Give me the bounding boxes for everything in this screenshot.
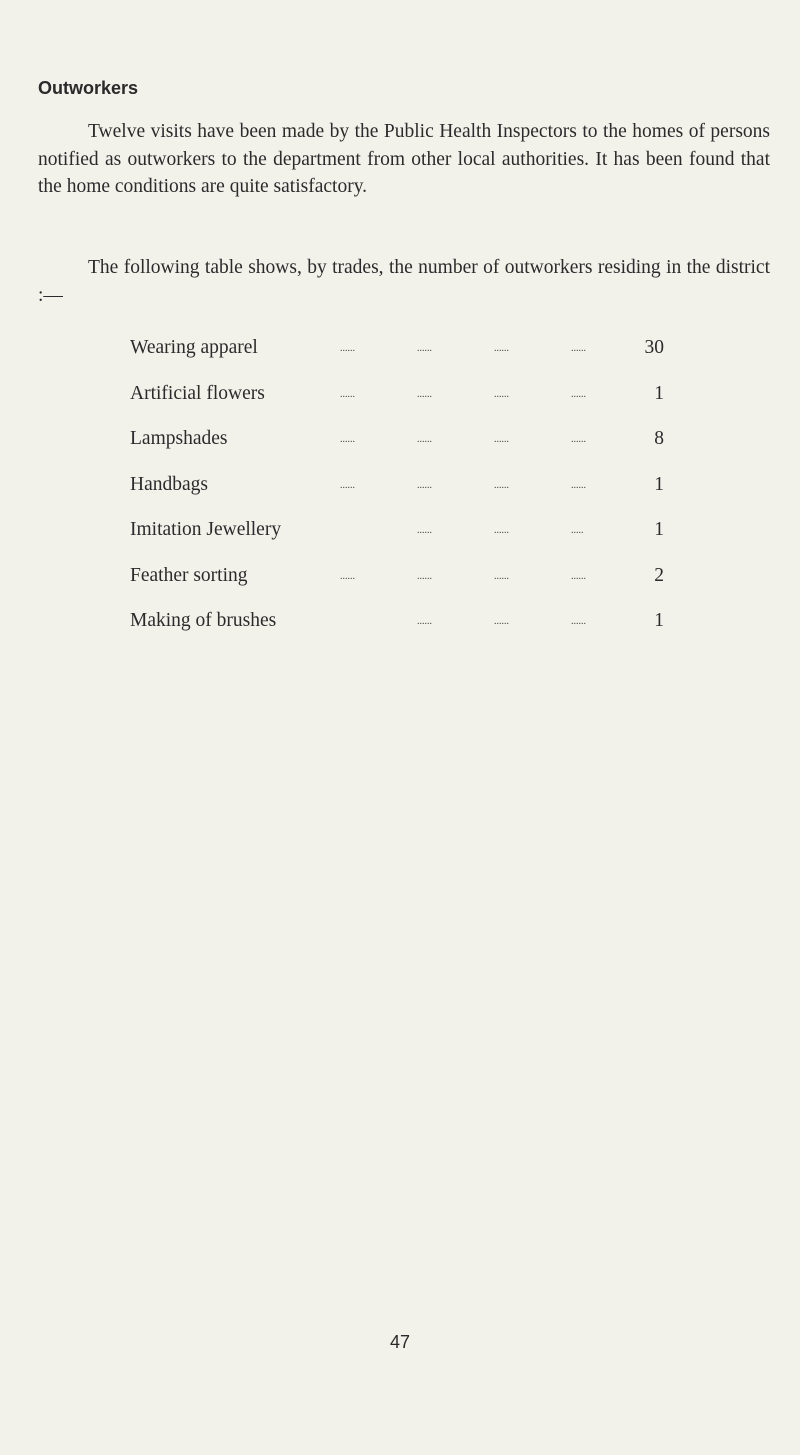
table-row bbox=[130, 519, 690, 565]
trade-count: 1 bbox=[654, 382, 664, 404]
table-row bbox=[130, 474, 690, 520]
table-row bbox=[130, 428, 690, 474]
trade-count: 30 bbox=[644, 337, 664, 358]
trade-count: 8 bbox=[654, 428, 664, 449]
trade-label: Wearing apparel bbox=[130, 337, 258, 358]
paragraph-visits-text: Twelve visits have been made by the Public Health Inspectors to the homes of persons notified as outworkers to the department from other local authorities. It has been found that the home conditions are quite satisfactory. bbox=[38, 121, 770, 197]
table-row bbox=[130, 383, 690, 429]
table-row bbox=[130, 565, 690, 611]
paragraph-visits bbox=[38, 118, 770, 201]
leader-dots: ...... ...... ...... ...... bbox=[340, 388, 586, 400]
leader-dots: ...... ...... ...... ...... bbox=[340, 434, 586, 445]
trade-count: 1 bbox=[654, 519, 664, 540]
leader-dots: ...... ...... ...... bbox=[417, 616, 586, 627]
trade-label: Making of brushes bbox=[130, 610, 277, 631]
trade-label: Lampshades bbox=[130, 428, 228, 449]
trade-label: Artificial flowers bbox=[130, 382, 265, 404]
leader-dots: ...... ...... ..... bbox=[417, 525, 584, 536]
table-row bbox=[130, 337, 690, 383]
trade-label: Handbags bbox=[130, 473, 208, 495]
trade-label: Feather sorting bbox=[130, 564, 248, 586]
paragraph-table-intro bbox=[38, 254, 770, 309]
table-row bbox=[130, 610, 690, 656]
trade-label: Imitation Jewellery bbox=[130, 519, 282, 540]
section-heading: Outworkers bbox=[38, 78, 139, 98]
page-number: 47 bbox=[389, 1332, 411, 1352]
trade-count: 1 bbox=[654, 610, 664, 631]
leader-dots: ...... ...... ...... ...... bbox=[340, 570, 586, 582]
leader-dots: ...... ...... ...... ...... bbox=[340, 343, 586, 354]
paragraph-table-intro-text: The following table shows, by trades, the number of outworkers residing in the district :— bbox=[38, 257, 770, 306]
trade-count: 1 bbox=[654, 473, 664, 495]
trade-count: 2 bbox=[654, 564, 664, 586]
leader-dots: ...... ...... ...... ...... bbox=[340, 479, 586, 491]
outworkers-table bbox=[130, 337, 690, 656]
